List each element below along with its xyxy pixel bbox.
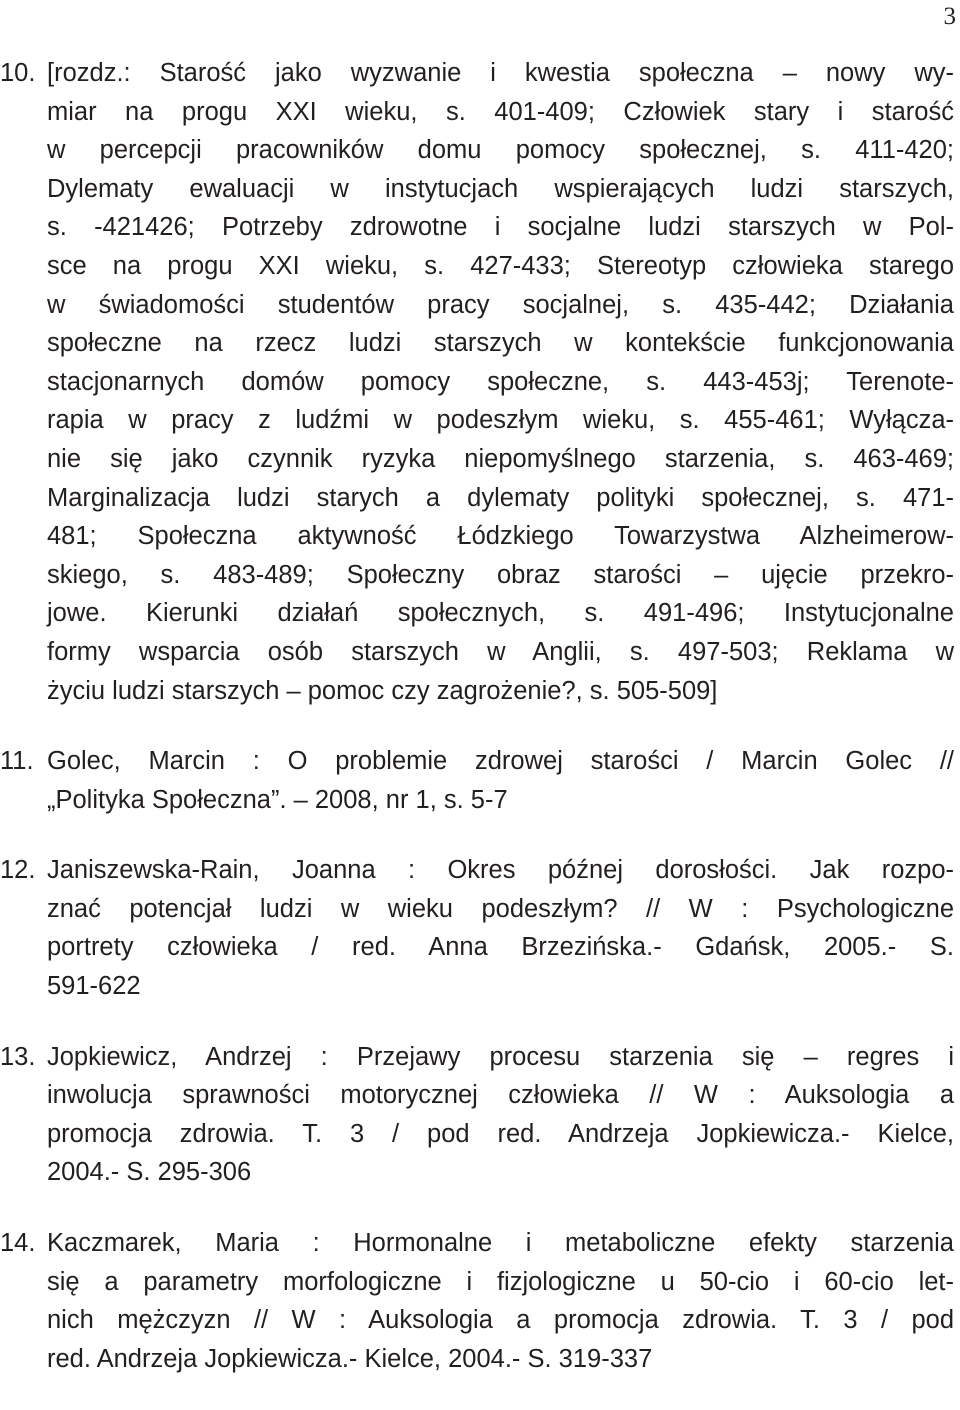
entry-line: Jopkiewicz, Andrzej : Przejawy procesu starzenia się – regres i — [47, 1042, 954, 1071]
entry-line: 591-622 — [47, 972, 141, 1001]
entry-line: s. -421426; Potrzeby zdrowotne i socjalne ludzi starszych w Pol- — [47, 213, 954, 242]
entry-line: Dylematy ewaluacji w instytucjach wspierających ludzi starszych, — [47, 174, 954, 203]
entry-line: w percepcji pracowników domu pomocy społecznej, s. 411-420; — [47, 136, 954, 165]
entry-line: [rozdz.: Starość jako wyzwanie i kwestia społeczna – nowy wy- — [47, 59, 954, 87]
entry-line: portrety człowieka / red. Anna Brzezińska.- Gdańsk, 2005.- S. — [47, 933, 954, 962]
entry-text — [47, 1038, 954, 1192]
entry-line: skiego, s. 483-489; Społeczny obraz starości – ujęcie przekro- — [47, 560, 954, 589]
entry-line: miar na progu XXI wieku, s. 401-409; Człowiek stary i starość — [47, 97, 954, 126]
entry-line: nie się jako czynnik ryzyka niepomyślnego starzenia, s. 463-469; — [47, 444, 954, 473]
entry-line: Marginalizacja ludzi starych a dylematy polityki społecznej, s. 471- — [47, 483, 954, 512]
entry-line: w świadomości studentów pracy socjalnej, s. 435-442; Działania — [47, 290, 954, 319]
entry-line: stacjonarnych domów pomocy społeczne, s. 443-453j; Terenote- — [47, 367, 954, 396]
entry-line: jowe. Kierunki działań społecznych, s. 491-496; Instytucjonalne — [47, 599, 954, 628]
entry-line: red. Andrzeja Jopkiewicza.- Kielce, 2004.- S. 319-337 — [47, 1344, 653, 1373]
bibliography-entry — [0, 851, 960, 1005]
entry-line: nich mężczyzn // W : Auksologia a promocja zdrowia. T. 3 / pod — [47, 1306, 954, 1335]
entry-text — [47, 1224, 954, 1378]
entry-line: społeczne na rzecz ludzi starszych w kontekście funkcjonowania — [47, 329, 954, 358]
bibliography-list — [0, 54, 960, 1410]
entry-line: Golec, Marcin : O problemie zdrowej starości / Marcin Golec // — [47, 747, 954, 776]
entry-line: życiu ludzi starszych – pomoc czy zagrożenie?, s. 505-509] — [47, 676, 718, 705]
entry-line: sce na progu XXI wieku, s. 427-433; Stereotyp człowieka starego — [47, 251, 954, 280]
entry-number: 13. — [0, 1042, 36, 1071]
entry-text — [47, 54, 954, 710]
entry-text — [47, 851, 954, 1005]
page-number: 3 — [943, 3, 956, 30]
entry-line: inwolucja sprawności motorycznej człowieka // W : Auksologia a — [47, 1081, 954, 1110]
entry-text — [47, 742, 954, 819]
entry-line: formy wsparcia osób starszych w Anglii, s. 497-503; Reklama w — [47, 637, 954, 666]
entry-number: 12. — [0, 856, 36, 885]
bibliography-entry — [0, 1038, 960, 1192]
bibliography-entry — [0, 742, 960, 819]
entry-line: znać potencjał ludzi w wieku podeszłym? // W : Psychologiczne — [47, 894, 954, 923]
entry-line: Kaczmarek, Maria : Hormonalne i metaboliczne efekty starzenia — [47, 1229, 954, 1258]
entry-line: Janiszewska-Rain, Joanna : Okres późnej dorosłości. Jak rozpo- — [47, 856, 954, 885]
bibliography-entry — [0, 1224, 960, 1378]
entry-line: 481; Społeczna aktywność Łódzkiego Towarzystwa Alzheimerow- — [47, 522, 954, 551]
entry-line: się a parametry morfologiczne i fizjologiczne u 50-cio i 60-cio let- — [47, 1267, 954, 1296]
entry-line: rapia w pracy z ludźmi w podeszłym wieku, s. 455-461; Wyłącza- — [47, 406, 954, 435]
bibliography-entry — [0, 54, 960, 710]
entry-line: promocja zdrowia. T. 3 / pod red. Andrzeja Jopkiewicza.- Kielce, — [47, 1119, 954, 1148]
entry-number: 11. — [0, 747, 34, 776]
entry-number: 14. — [0, 1229, 36, 1258]
entry-line: „Polityka Społeczna”. – 2008, nr 1, s. 5-7 — [47, 785, 508, 814]
entry-number: 10. — [0, 59, 36, 87]
entry-line: 2004.- S. 295-306 — [47, 1158, 252, 1187]
